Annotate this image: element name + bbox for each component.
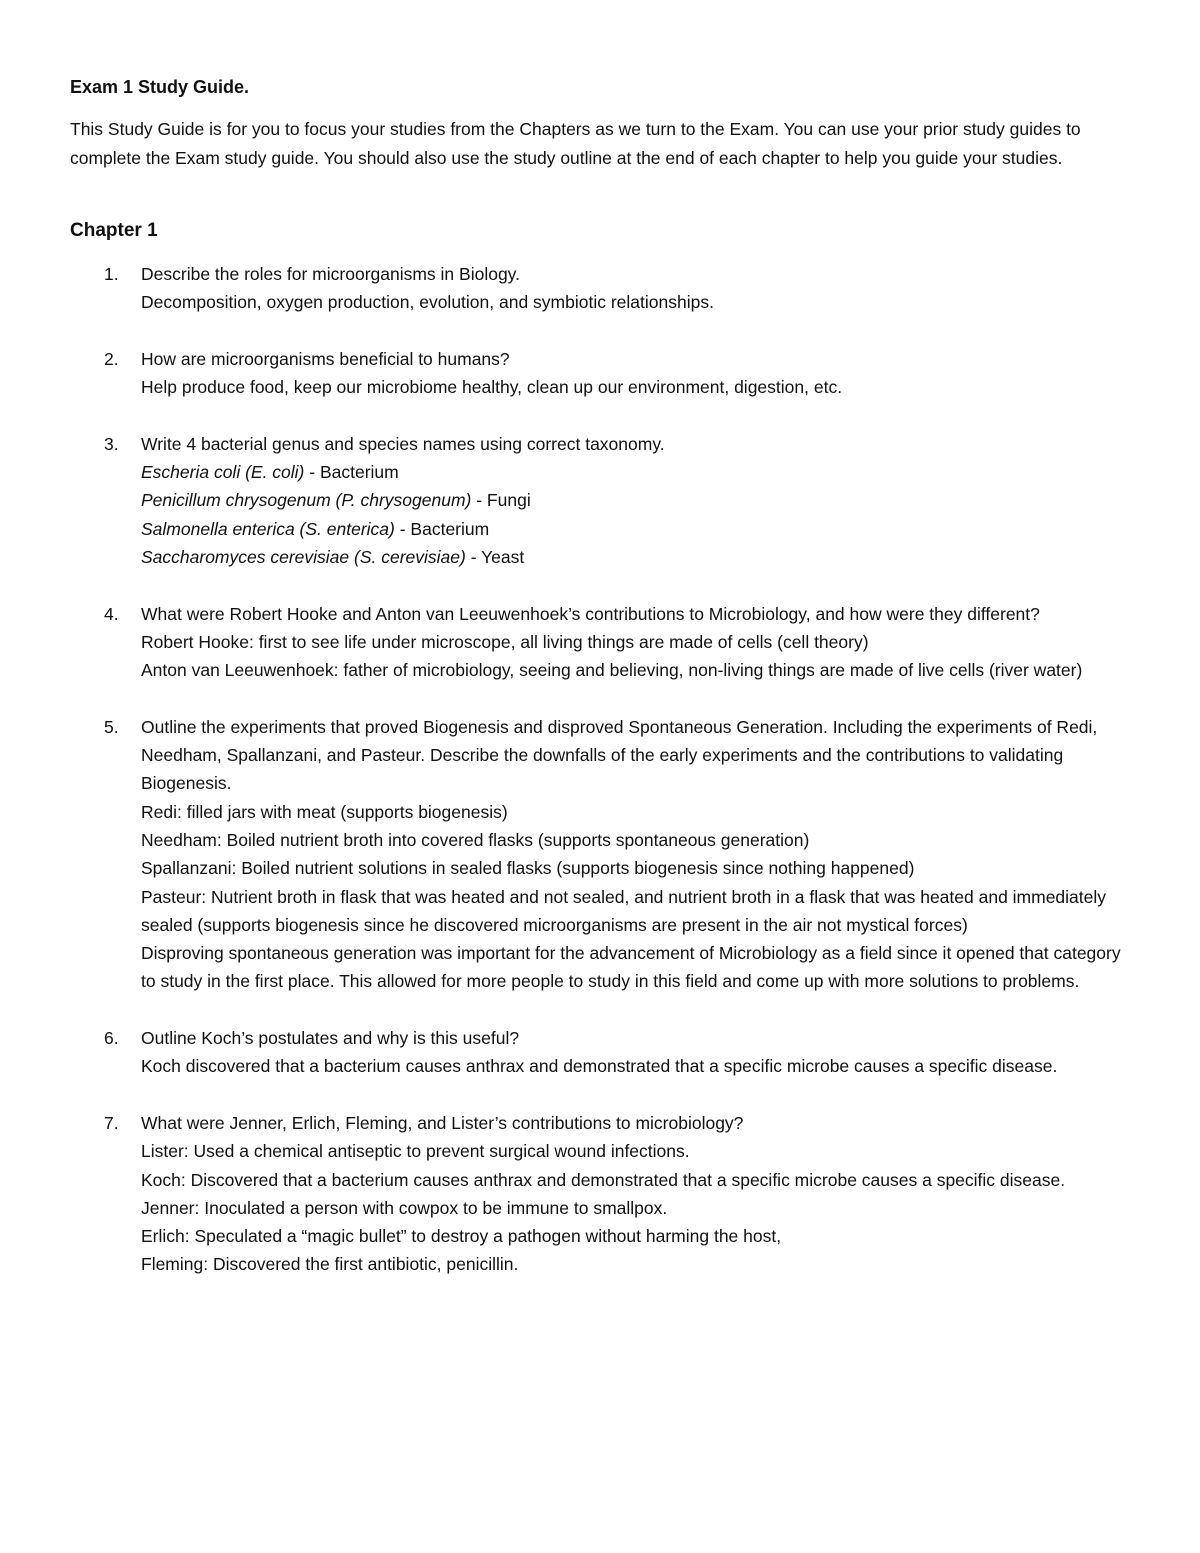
question-text: Write 4 bacterial genus and species names using correct taxonomy. [141,433,665,454]
answer-text: Koch discovered that a bacterium causes anthrax and demonstrated that a specific microbe causes a specific disease. [141,1056,1058,1077]
question-number: 2. [104,348,119,369]
species-entry [141,543,1140,571]
answer-text: Robert Hooke: first to see life under microscope, all living things are made of cells (cell theory) [141,631,869,652]
answer-text: Pasteur: Nutrient broth in flask that was heated and not sealed, and nutrient broth in a flask that was heated and immediately sealed (supports biogenesis since he discovered microorganisms are present in the air not mystical forces) [141,886,1107,935]
list-item [0,1024,1200,1081]
question-text: What were Robert Hooke and Anton van Leeuwenhoek’s contributions to Microbiology, and how were they different? [141,603,1040,624]
question-number: 7. [104,1112,119,1133]
species-entry [141,515,1140,543]
species-entry [141,458,1140,486]
answer-text: Disproving spontaneous generation was important for the advancement of Microbiology as a field since it opened that category to study in the first place. This allowed for more people to study in this field and come up with more solutions to problems. [141,943,1121,992]
species-name: Penicillum chrysogenum (P. chrysogenum) [141,490,472,511]
answer-text: Spallanzani: Boiled nutrient solutions in sealed flasks (supports biogenesis since nothing happened) [141,858,915,879]
question-text: Outline the experiments that proved Biogenesis and disproved Spontaneous Generation. Including the experiments of Redi, Needham, Spallanzani, and Pasteur. Describe the downfalls of the early experiments and the contributions to validating Biogenesis. [141,716,1098,794]
species-name: Salmonella enterica (S. enterica) [141,518,395,539]
answer-text: Decomposition, oxygen production, evolution, and symbiotic relationships. [141,292,714,313]
list-item [0,430,1200,571]
question-number: 3. [104,433,119,454]
answer-text: Erlich: Speculated a “magic bullet” to destroy a pathogen without harming the host, [141,1226,782,1247]
list-item [0,713,1200,996]
list-item [0,260,1200,317]
question-text: How are microorganisms beneficial to humans? [141,348,510,369]
species-entry [141,486,1140,514]
list-item [0,600,1200,685]
question-list [0,260,1200,1307]
chapter-heading: Chapter 1 [70,220,158,241]
answer-text: Anton van Leeuwenhoek: father of microbiology, seeing and believing, non-living things are made of live cells (river water) [141,660,1083,681]
species-type: - Bacterium [394,518,490,539]
list-item [0,1109,1200,1279]
answer-text: Redi: filled jars with meat (supports biogenesis) [141,801,508,822]
species-type: - Yeast [465,546,525,567]
answer-text: Help produce food, keep our microbiome healthy, clean up our environment, digestion, etc. [141,377,843,398]
intro-paragraph: This Study Guide is for you to focus your studies from the Chapters as we turn to the Exam. You can use your prior study guides to complete the Exam study guide. You should also use the study outline at the end of each chapter to help you guide your studies. [70,119,1081,168]
document-title: Exam 1 Study Guide. [70,77,250,97]
answer-text: Jenner: Inoculated a person with cowpox to be immune to smallpox. [141,1197,668,1218]
species-type: - Bacterium [304,462,399,483]
question-number: 1. [104,264,119,284]
question-number: 5. [104,716,119,737]
question-text: Describe the roles for microorganisms in Biology. [141,264,520,284]
answer-text: Koch: Discovered that a bacterium causes anthrax and demonstrated that a specific microbe causes a specific disease. [141,1169,1066,1190]
species-name: Escheria coli (E. coli) [141,462,305,483]
answer-text: Fleming: Discovered the first antibiotic, penicillin. [141,1254,519,1275]
species-type: - Fungi [471,490,531,511]
answer-text: Lister: Used a chemical antiseptic to prevent surgical wound infections. [141,1141,690,1162]
species-name: Saccharomyces cerevisiae (S. cerevisiae) [141,546,466,567]
question-number: 6. [104,1028,119,1049]
list-item [0,345,1200,402]
question-text: What were Jenner, Erlich, Fleming, and Lister’s contributions to microbiology? [141,1112,744,1133]
question-number: 4. [104,603,119,624]
question-text: Outline Koch’s postulates and why is this useful? [141,1028,520,1049]
answer-text: Needham: Boiled nutrient broth into covered flasks (supports spontaneous generation) [141,829,810,850]
